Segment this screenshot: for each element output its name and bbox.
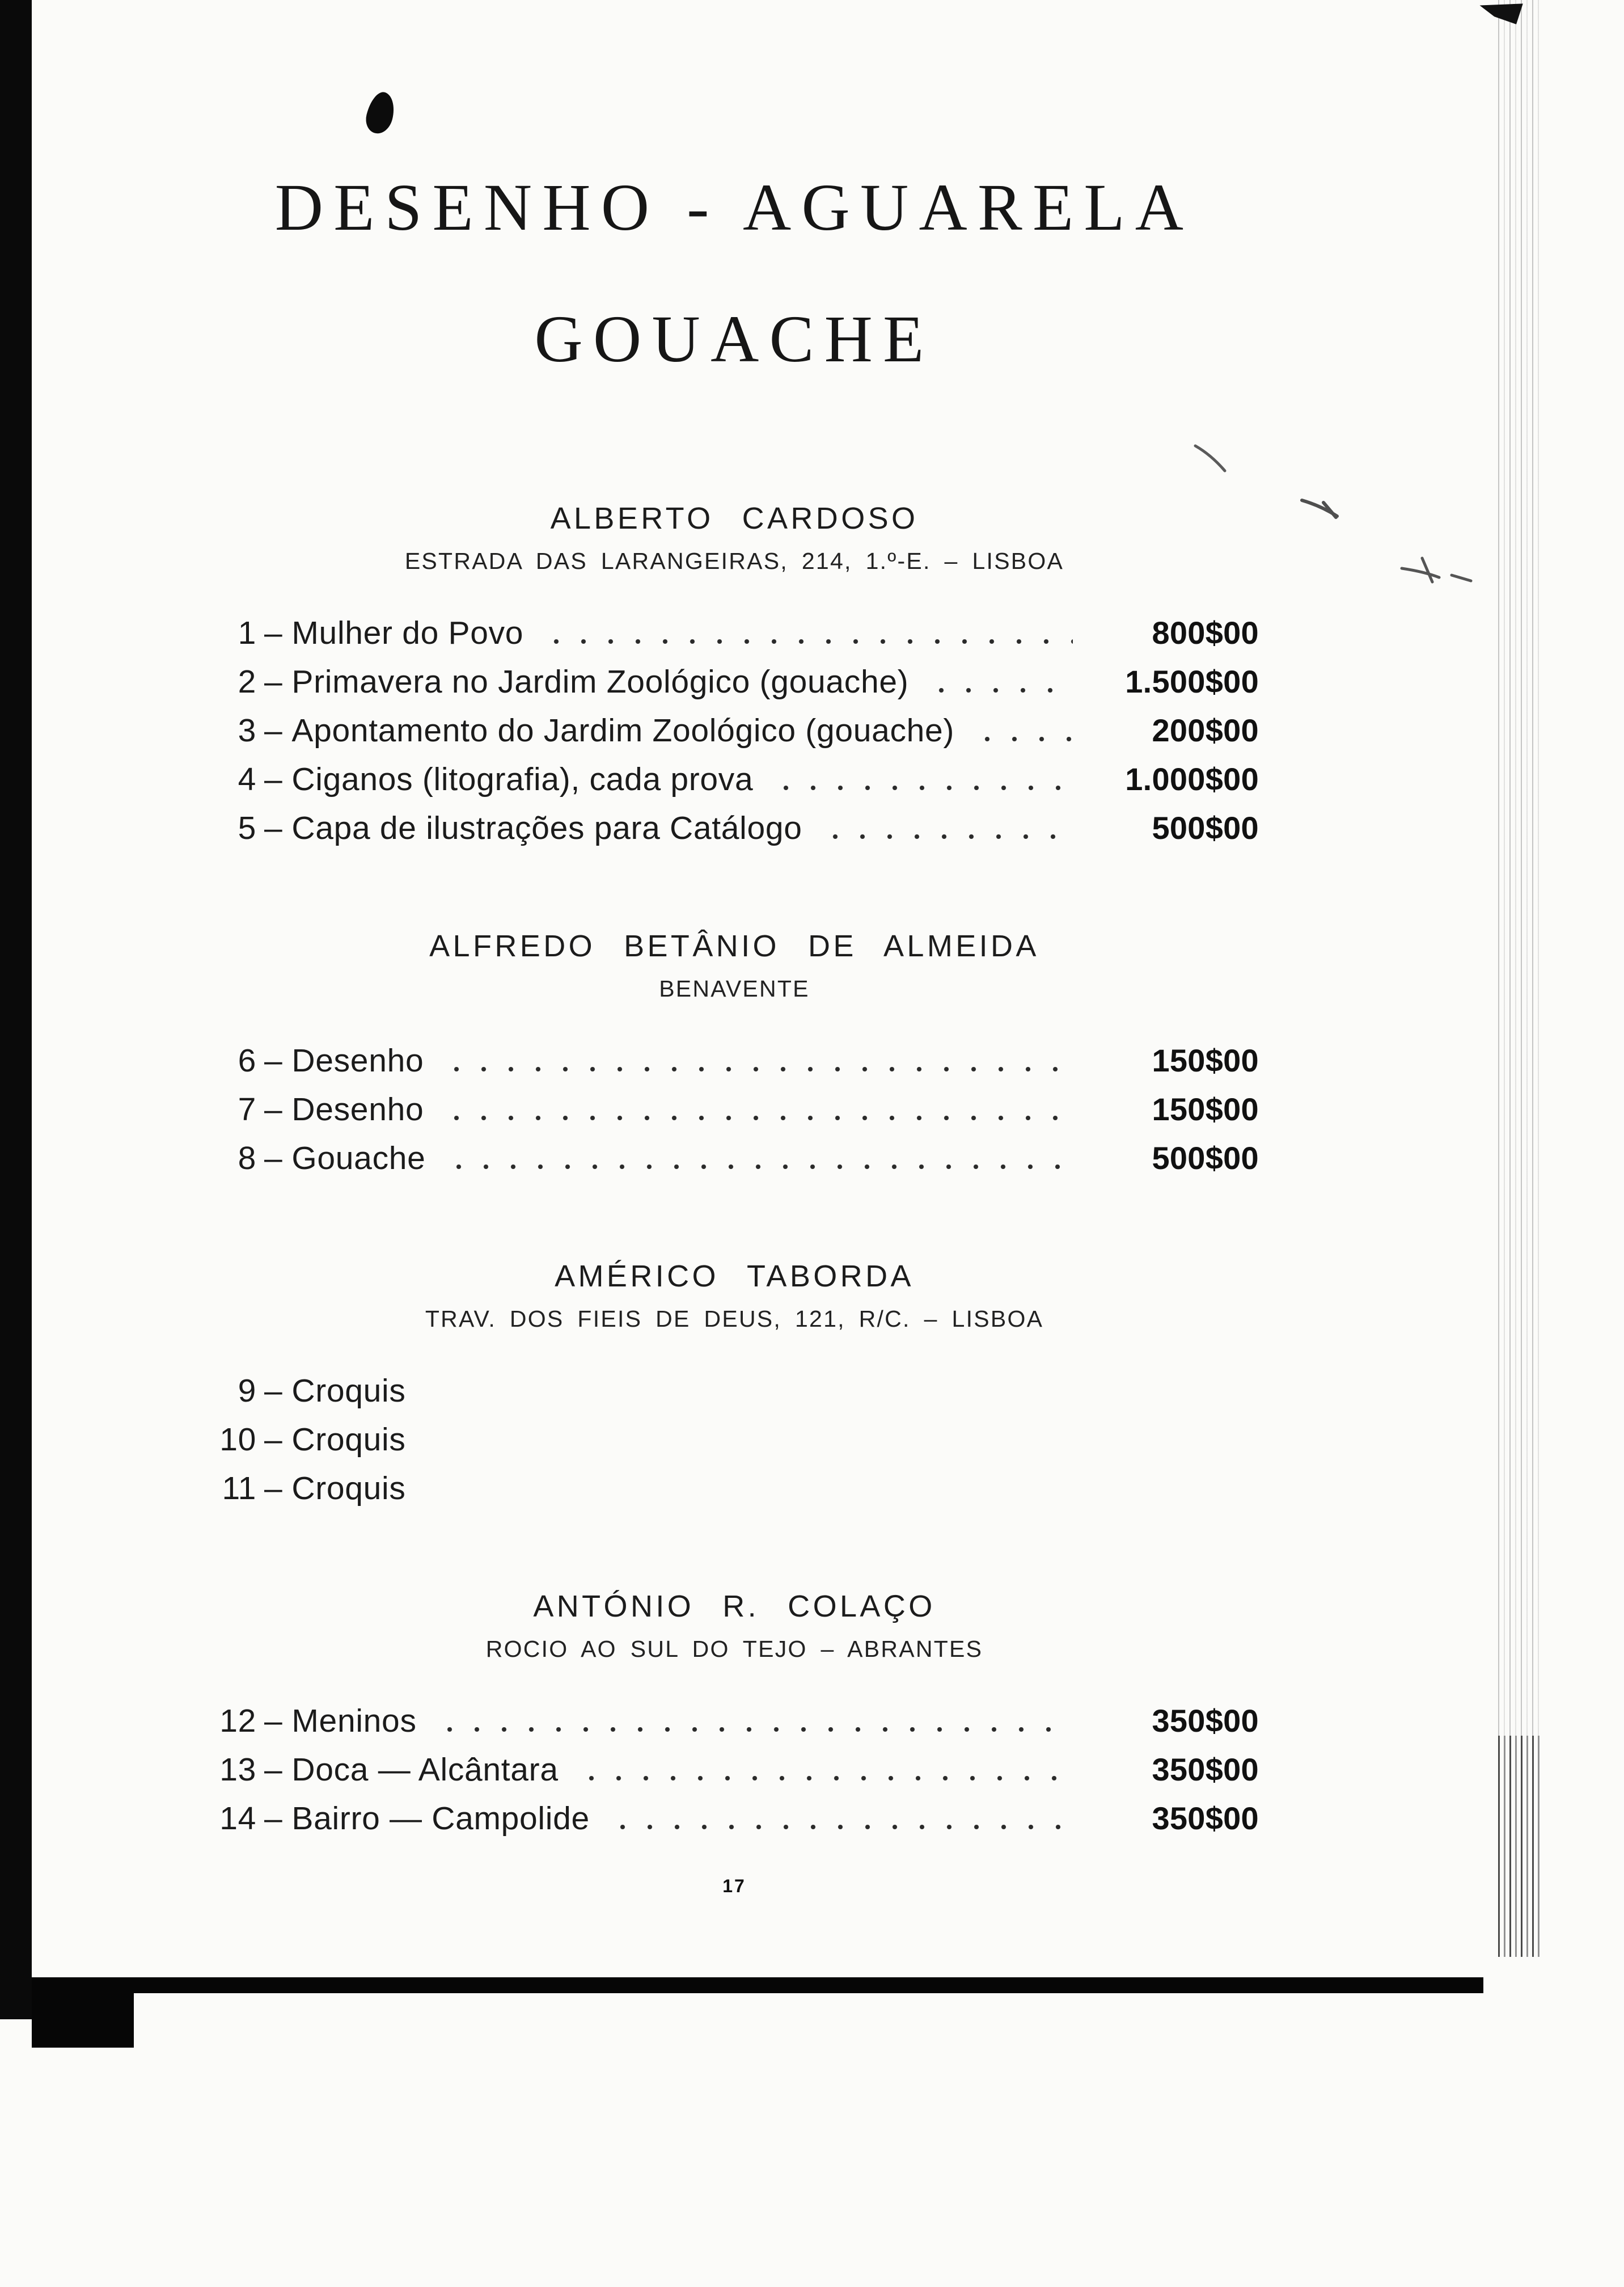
item-number: 2 (238, 664, 256, 700)
catalog-item-row (210, 657, 1259, 706)
item-number: 5 (238, 810, 256, 846)
item-number: 9 (238, 1373, 256, 1409)
artist-address: ROCIO AO SUL DO TEJO – ABRANTES (485, 1636, 983, 1662)
catalog-item-row (210, 1366, 1259, 1415)
leader-dots (436, 1727, 1073, 1732)
item-number: 1 (238, 615, 256, 651)
catalog-page (210, 0, 1259, 1897)
page-title-line1: DESENHO - AGUARELA (274, 170, 1194, 244)
item-number: 7 (238, 1091, 256, 1128)
item-number: 12 (219, 1703, 256, 1739)
item-title: Mulher do Povo (291, 615, 524, 651)
item-title: Croquis (291, 1373, 406, 1409)
leader-dots (578, 1776, 1073, 1780)
item-number: 4 (238, 761, 256, 798)
item-dash: – (264, 1752, 283, 1788)
item-dash: – (264, 1043, 283, 1079)
catalog-item-row (210, 1085, 1259, 1134)
item-price: 150$00 (1152, 1091, 1259, 1127)
catalog-section (210, 1256, 1259, 1513)
item-dash: – (264, 712, 283, 749)
scan-page-edge-striations (1498, 0, 1542, 1957)
item-dash: – (264, 1800, 283, 1837)
catalog-item-row (210, 706, 1259, 755)
item-dash: – (264, 1703, 283, 1739)
item-title: Meninos (291, 1703, 417, 1739)
scan-bottom-left-corner (32, 1977, 134, 2048)
item-dash: – (264, 1470, 283, 1507)
item-dash: – (264, 1091, 283, 1128)
catalog-section (210, 1586, 1259, 1843)
catalog-item-row (210, 609, 1259, 657)
catalog-item-row (210, 1794, 1259, 1843)
item-dash: – (264, 1140, 283, 1176)
item-title: Primavera no Jardim Zoológico (gouache) (291, 664, 909, 700)
item-price: 1.000$00 (1125, 761, 1259, 797)
leader-dots (543, 639, 1073, 644)
scan-bottom-edge (32, 1977, 1483, 1993)
item-title: Bairro — Campolide (291, 1800, 590, 1837)
scan-page-edge-striations-dark (1498, 1736, 1542, 1957)
item-title: Doca — Alcântara (291, 1752, 559, 1788)
item-title: Croquis (291, 1421, 406, 1458)
catalog-section (210, 499, 1259, 853)
item-title: Desenho (291, 1043, 424, 1079)
leader-dots (974, 737, 1073, 741)
item-dash: – (264, 1421, 283, 1458)
leader-dots (443, 1067, 1073, 1071)
item-number: 3 (238, 712, 256, 749)
item-title: Gouache (291, 1140, 426, 1176)
item-title: Ciganos (litografia), cada prova (291, 761, 754, 798)
catalog-item-row (210, 1036, 1259, 1085)
item-title: Croquis (291, 1470, 406, 1507)
item-number: 10 (219, 1421, 256, 1458)
artist-name: ANTÓNIO R. COLAÇO (533, 1589, 936, 1623)
leader-dots (772, 786, 1073, 790)
catalog-item-row (210, 1415, 1259, 1464)
artist-address: TRAV. DOS FIEIS DE DEUS, 121, R/C. – LISBOA (425, 1306, 1044, 1332)
item-dash: – (264, 664, 283, 700)
items-list (210, 1366, 1259, 1513)
item-title: Desenho (291, 1091, 424, 1128)
leader-dots (445, 1164, 1073, 1169)
catalog-section (210, 926, 1259, 1183)
artist-name: ALBERTO CARDOSO (550, 501, 919, 535)
item-title: Capa de ilustrações para Catálogo (291, 810, 802, 846)
item-dash: – (264, 810, 283, 846)
leader-dots (822, 834, 1073, 839)
leader-dots (609, 1825, 1073, 1829)
catalog-item-row (210, 804, 1259, 853)
item-price: 500$00 (1152, 810, 1259, 846)
item-price: 500$00 (1152, 1140, 1259, 1176)
item-price: 1.500$00 (1125, 664, 1259, 699)
item-title: Apontamento do Jardim Zoológico (gouache) (291, 712, 955, 749)
artist-name: ALFREDO BETÂNIO DE ALMEIDA (429, 929, 1039, 963)
sections (210, 499, 1259, 1843)
item-number: 14 (219, 1800, 256, 1837)
page-title-line2: GOUACHE (534, 302, 934, 376)
item-dash: – (264, 1373, 283, 1409)
item-price: 350$00 (1152, 1703, 1259, 1739)
item-number: 6 (238, 1043, 256, 1079)
item-dash: – (264, 615, 283, 651)
item-dash: – (264, 761, 283, 798)
item-price: 200$00 (1152, 712, 1259, 748)
artist-address: BENAVENTE (659, 976, 810, 1002)
leader-dots (928, 688, 1073, 693)
leader-dots (443, 1116, 1073, 1120)
scan-left-edge (0, 0, 32, 2019)
item-price: 150$00 (1152, 1043, 1259, 1078)
item-number: 13 (219, 1752, 256, 1788)
catalog-item-row (210, 1134, 1259, 1183)
item-price: 800$00 (1152, 615, 1259, 651)
item-number: 11 (222, 1470, 256, 1507)
items-list (210, 1036, 1259, 1183)
catalog-item-row (210, 755, 1259, 804)
item-number: 8 (238, 1140, 256, 1176)
item-price: 350$00 (1152, 1752, 1259, 1787)
artist-address: ESTRADA DAS LARANGEIRAS, 214, 1.º-E. – LISBOA (404, 548, 1064, 574)
page-number: 17 (722, 1876, 746, 1896)
artist-name: AMÉRICO TABORDA (555, 1259, 914, 1293)
items-list (210, 609, 1259, 853)
page-title (210, 142, 1259, 405)
item-price: 350$00 (1152, 1800, 1259, 1836)
items-list (210, 1697, 1259, 1843)
catalog-item-row (210, 1697, 1259, 1745)
catalog-item-row (210, 1745, 1259, 1794)
catalog-item-row (210, 1464, 1259, 1513)
